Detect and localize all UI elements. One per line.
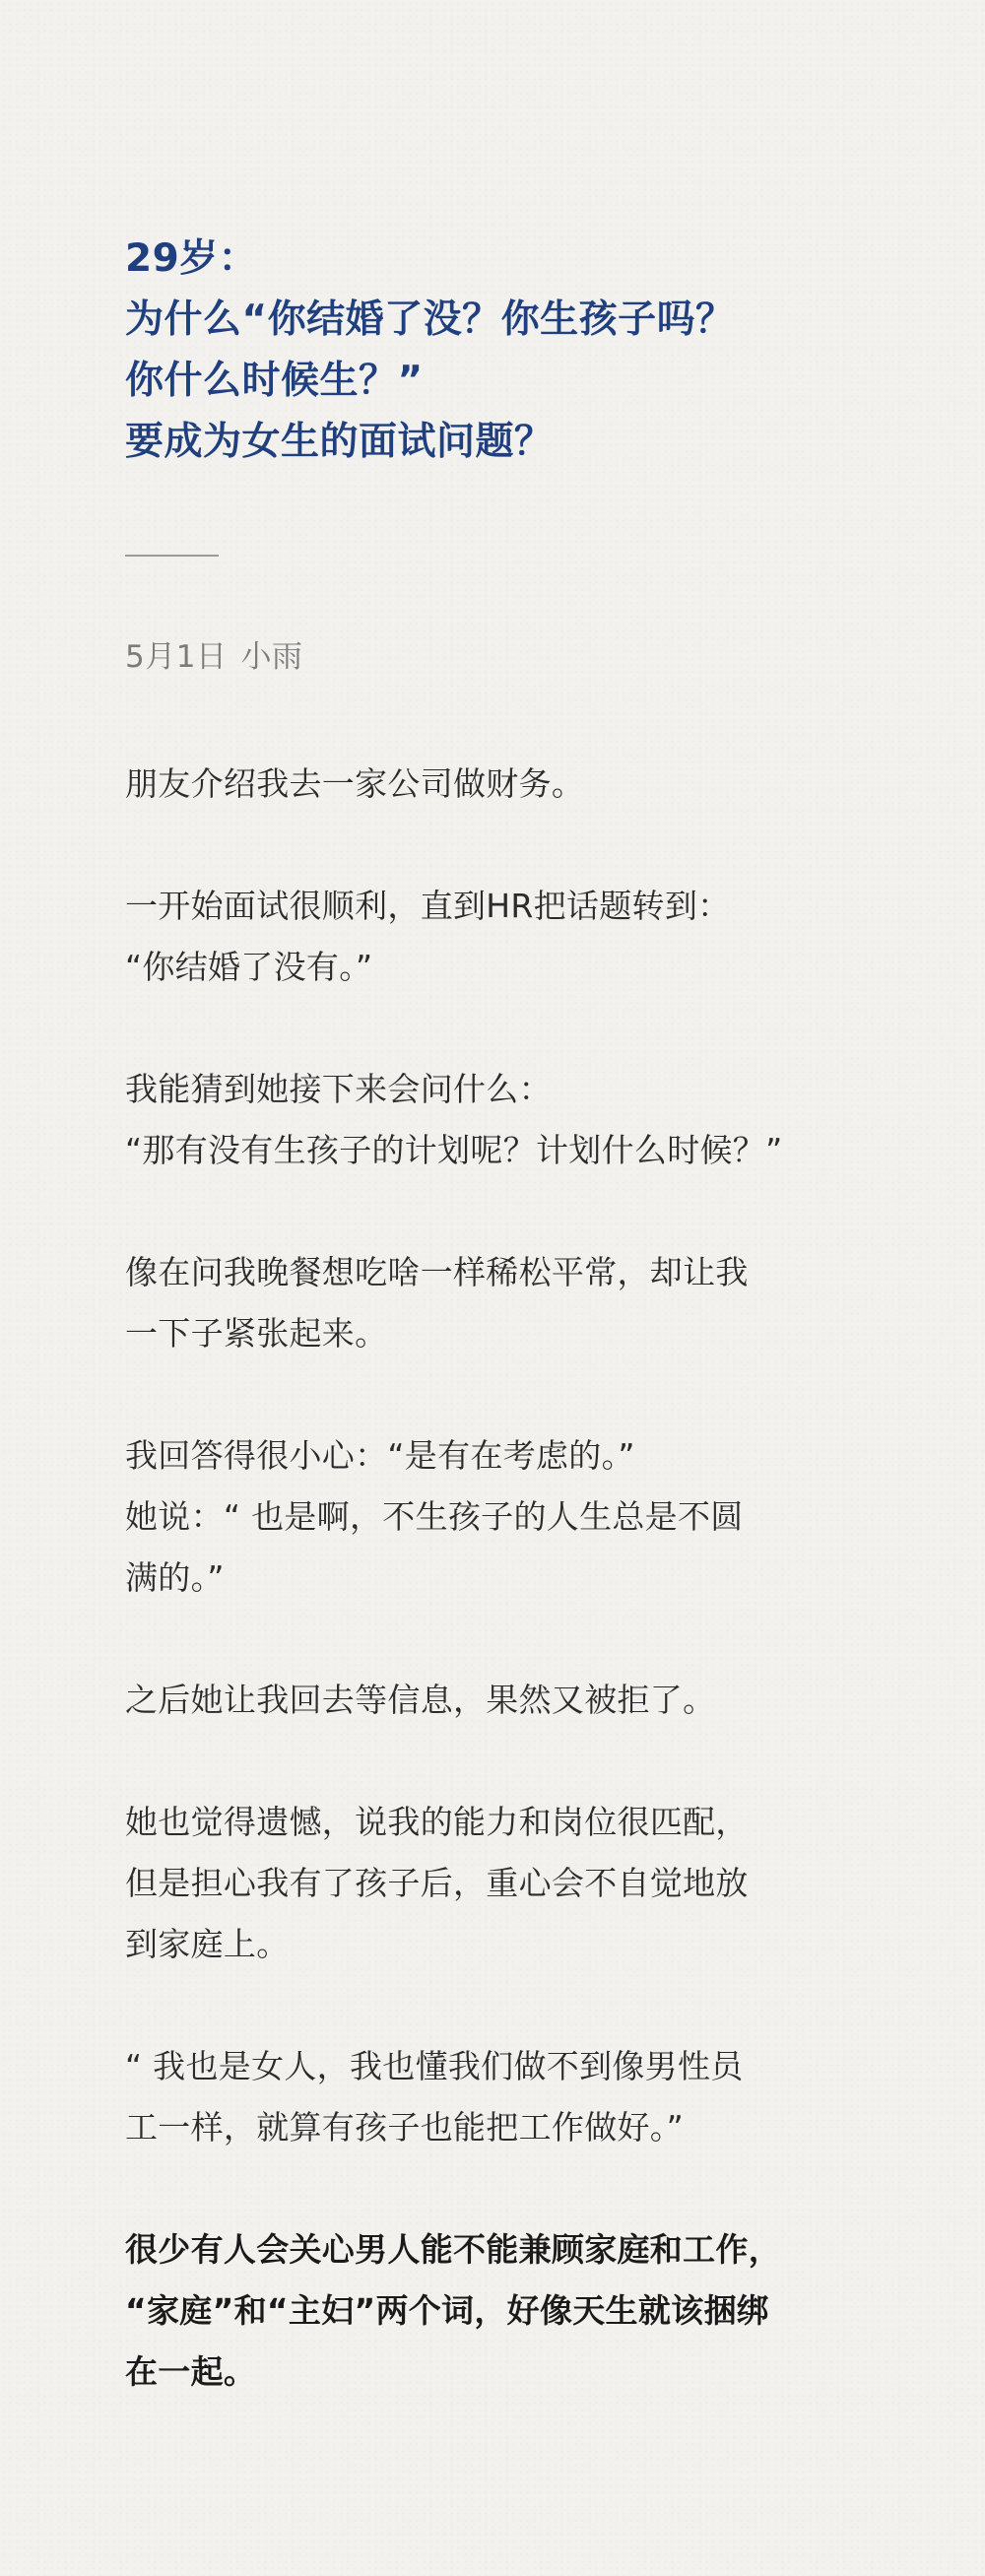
paragraph — [125, 1792, 874, 1975]
title-line: 29岁： — [125, 236, 258, 281]
paragraph-line: 工一样，就算有孩子也能把工作做好。” — [125, 2108, 684, 2147]
paragraph — [125, 2036, 874, 2158]
paragraph-line: “ 我也是女人，我也懂我们做不到像男性员 — [125, 2047, 744, 2085]
paragraph-line: 满的。” — [125, 1558, 225, 1597]
article-author: 小雨 — [240, 639, 303, 675]
paragraph-line: 朋友介绍我去一家公司做财务。 — [125, 764, 585, 803]
paragraph-line: 像在问我晚餐想吃啥一样稀松平常，却让我 — [125, 1253, 749, 1291]
title-line: 为什么“你结婚了没？你生孩子吗？ — [125, 297, 735, 342]
paragraph-line: 到家庭上。 — [125, 1925, 290, 1963]
emphasis-paragraph — [125, 2219, 874, 2403]
paragraph-line: 在一起。 — [125, 2352, 257, 2391]
article-title — [125, 229, 913, 473]
paragraph-line: “你结婚了没有。” — [125, 948, 373, 986]
title-divider — [125, 555, 219, 557]
paragraph — [125, 1670, 874, 1731]
article-meta — [125, 631, 302, 676]
paragraph-line: 她也觉得遗憾，说我的能力和岗位很匹配， — [125, 1803, 749, 1841]
paragraph — [125, 876, 874, 998]
paragraph-line: “那有没有生孩子的计划呢？计划什么时候？” — [125, 1131, 783, 1169]
paragraph-line: 之后她让我回去等信息，果然又被拒了。 — [125, 1681, 716, 1719]
paragraph-line: 一开始面试很顺利，直到HR把话题转到： — [125, 887, 731, 925]
article-date: 5月1日 — [125, 639, 228, 675]
paragraph — [125, 754, 874, 815]
title-line: 你什么时候生？” — [125, 359, 424, 403]
article-body — [125, 754, 874, 2464]
paragraph-line: 一下子紧张起来。 — [125, 1314, 388, 1353]
paragraph-line: 我能猜到她接下来会问什么： — [125, 1070, 552, 1108]
paragraph — [125, 1059, 874, 1181]
title-line: 要成为女生的面试问题？ — [125, 420, 554, 464]
paragraph-line: 但是担心我有了孩子后，重心会不自觉地放 — [125, 1864, 749, 1902]
paragraph-line: “家庭”和“主妇”两个词，好像天生就该捆绑 — [125, 2291, 770, 2330]
paragraph — [125, 1242, 874, 1364]
paragraph-line: 她说：“ 也是啊，不生孩子的人生总是不圆 — [125, 1497, 744, 1536]
paragraph-line: 很少有人会关心男人能不能兼顾家庭和工作， — [125, 2230, 781, 2269]
paragraph — [125, 1425, 874, 1609]
paragraph-line: 我回答得很小心：“是有在考虑的。” — [125, 1436, 635, 1475]
